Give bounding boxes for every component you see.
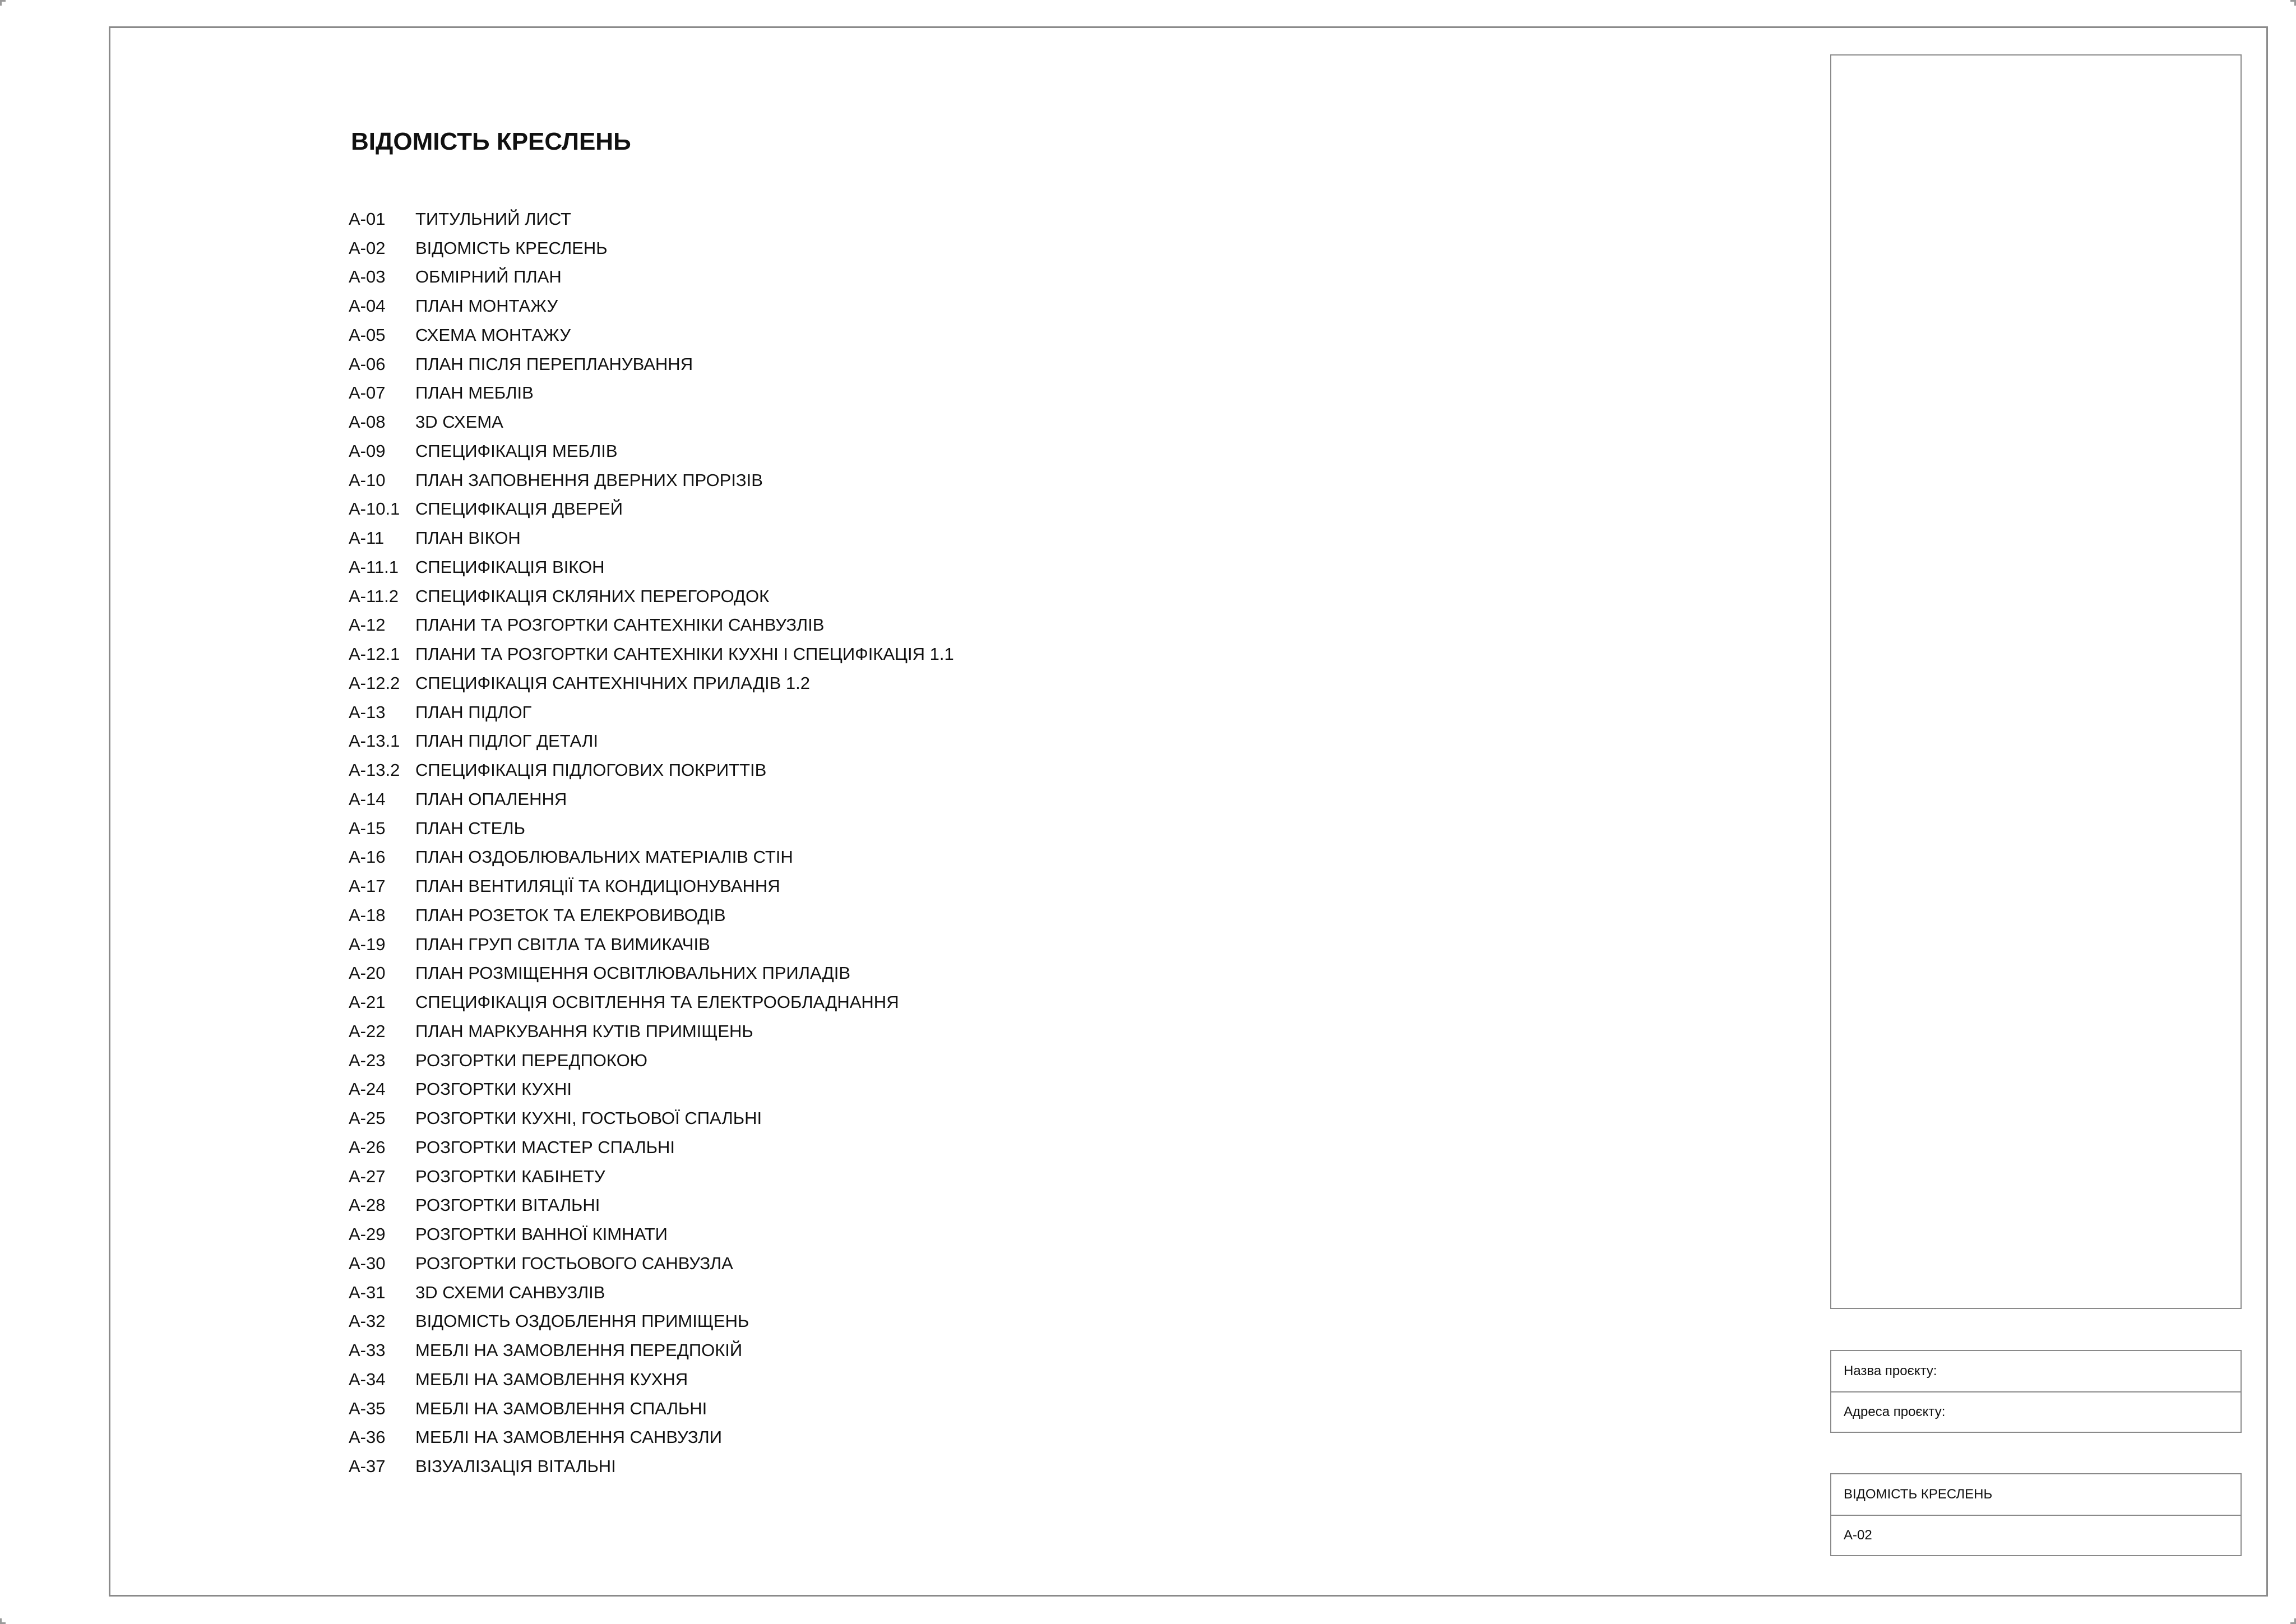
project-address-label: Адреса проєкту: [1831,1391,2241,1432]
drawing-code: А-20 [349,963,386,983]
drawing-name: МЕБЛІ НА ЗАМОВЛЕННЯ СПАЛЬНІ [415,1398,707,1418]
drawing-name: СПЕЦИФІКАЦІЯ СКЛЯНИХ ПЕРЕГОРОДОК [415,586,770,606]
drawing-name: ПЛАН ПІСЛЯ ПЕРЕПЛАНУВАННЯ [415,354,693,374]
drawing-name: ПЛАН ОПАЛЕННЯ [415,789,567,809]
drawing-name: ПЛАН РОЗЕТОК ТА ЕЛЕКРОВИВОДІВ [415,905,726,925]
list-item [349,901,954,930]
drawing-code: А-28 [349,1195,386,1215]
drawing-name: 3D СХЕМА [415,412,503,432]
drawing-name: ПЛАН МАРКУВАННЯ КУТІВ ПРИМІЩЕНЬ [415,1021,753,1041]
list-item [349,814,954,843]
drawing-code: А-06 [349,354,386,374]
list-item [349,437,954,466]
list-item [349,640,954,669]
list-item [349,1191,954,1220]
list-item [349,524,954,553]
sheet-title-cell: ВІДОМІСТЬ КРЕСЛЕНЬ [1844,1487,1993,1502]
drawing-name: РОЗГОРТКИ ВІТАЛЬНІ [415,1195,600,1215]
list-item [349,669,954,698]
drawing-code: А-07 [349,383,386,403]
sheet-info-block [1830,1473,2242,1556]
drawing-name: ПЛАН МЕБЛІВ [415,383,534,403]
drawing-code: А-30 [349,1253,386,1273]
list-item [349,698,954,727]
drawing-code: А-13.1 [349,731,400,751]
drawing-code: А-32 [349,1311,386,1331]
drawing-code: А-11.2 [349,586,399,606]
list-item [349,582,954,611]
drawing-name: РОЗГОРТКИ МАСТЕР СПАЛЬНІ [415,1137,675,1157]
drawing-code: А-17 [349,876,386,896]
drawing-code: А-12.1 [349,644,400,664]
list-item [349,350,954,379]
list-item [349,756,954,785]
list-item [349,321,954,350]
drawing-code: А-27 [349,1166,386,1186]
drawing-code: А-33 [349,1340,386,1361]
drawing-name: ПЛАН ПІДЛОГ ДЕТАЛІ [415,731,598,751]
drawing-code: А-09 [349,441,386,461]
drawing-name: ПЛАН СТЕЛЬ [415,818,525,838]
list-item [349,988,954,1017]
list-item [349,843,954,872]
drawing-code: А-35 [349,1398,386,1418]
drawing-code: А-12.2 [349,673,400,693]
drawing-code: А-29 [349,1224,386,1244]
list-item [349,1104,954,1133]
page-title: ВІДОМІСТЬ КРЕСЛЕНЬ [351,128,631,155]
drawing-code: А-05 [349,325,386,345]
list-item [349,1423,954,1452]
list-item [349,292,954,321]
list-item [349,959,954,988]
drawing-list [349,205,954,1481]
drawing-code: А-26 [349,1137,386,1157]
drawing-code: А-08 [349,412,386,432]
list-item [349,205,954,234]
drawing-name: СХЕМА МОНТАЖУ [415,325,571,345]
drawing-name: РОЗГОРТКИ КАБІНЕТУ [415,1166,605,1186]
drawing-name: ВІДОМІСТЬ ОЗДОБЛЕННЯ ПРИМІЩЕНЬ [415,1311,749,1331]
drawing-name: ПЛАН ЗАПОВНЕННЯ ДВЕРНИХ ПРОРІЗІВ [415,470,763,490]
image-panel [1830,54,2242,1309]
drawing-code: А-02 [349,238,386,258]
list-item [349,379,954,408]
drawing-code: А-13.2 [349,760,400,780]
list-item [349,1336,954,1365]
drawing-code: А-14 [349,789,386,809]
list-item [349,727,954,756]
drawing-code: А-24 [349,1079,386,1099]
drawing-code: А-10 [349,470,386,490]
drawing-code: А-21 [349,992,386,1012]
list-item [349,1452,954,1481]
drawing-code: А-19 [349,934,386,954]
drawing-name: РОЗГОРТКИ ГОСТЬОВОГО САНВУЗЛА [415,1253,733,1273]
drawing-name: ПЛАНИ ТА РОЗГОРТКИ САНТЕХНІКИ КУХНІ І СПЕЦИФІКАЦІЯ 1.1 [415,644,954,664]
list-item [349,263,954,292]
drawing-name: ПЛАН ОЗДОБЛЮВАЛЬНИХ МАТЕРІАЛІВ СТІН [415,847,793,867]
project-info-block [1830,1350,2242,1433]
drawing-code: А-01 [349,209,386,229]
drawing-code: А-11.1 [349,557,399,577]
drawing-code: А-23 [349,1050,386,1070]
list-item [349,495,954,524]
drawing-name: РОЗГОРТКИ КУХНІ, ГОСТЬОВОЇ СПАЛЬНІ [415,1108,762,1128]
drawing-name: МЕБЛІ НА ЗАМОВЛЕННЯ САНВУЗЛИ [415,1427,722,1447]
list-item [349,1075,954,1104]
drawing-name: РОЗГОРТКИ ВАННОЇ КІМНАТИ [415,1224,668,1244]
drawing-name: ПЛАН ВЕНТИЛЯЦІЇ ТА КОНДИЦІОНУВАННЯ [415,876,780,896]
drawing-name: ПЛАН ВІКОН [415,528,521,548]
drawing-name: СПЕЦИФІКАЦІЯ МЕБЛІВ [415,441,618,461]
list-item [349,408,954,437]
drawing-name: 3D СХЕМИ САНВУЗЛІВ [415,1282,605,1302]
drawing-name: ВІДОМІСТЬ КРЕСЛЕНЬ [415,238,608,258]
drawing-code: А-36 [349,1427,386,1447]
drawing-name: ТИТУЛЬНИЙ ЛИСТ [415,209,571,229]
drawing-code: А-22 [349,1021,386,1041]
drawing-name: ОБМІРНИЙ ПЛАН [415,267,562,287]
drawing-name: ВІЗУАЛІЗАЦІЯ ВІТАЛЬНІ [415,1456,616,1477]
list-item [349,1278,954,1307]
drawing-code: А-31 [349,1282,386,1302]
drawing-name: РОЗГОРТКИ КУХНІ [415,1079,572,1099]
list-item [349,1133,954,1162]
drawing-code: А-18 [349,905,386,925]
list-item [349,611,954,640]
drawing-name: ПЛАН РОЗМІЩЕННЯ ОСВІТЛЮВАЛЬНИХ ПРИЛАДІВ [415,963,851,983]
drawing-code: А-37 [349,1456,386,1477]
drawing-code: А-15 [349,818,386,838]
sheet-number-cell: А-02 [1831,1515,2241,1555]
drawing-name: МЕБЛІ НА ЗАМОВЛЕННЯ ПЕРЕДПОКІЙ [415,1340,743,1361]
list-item [349,785,954,814]
drawing-name: ПЛАН ПІДЛОГ [415,702,532,722]
drawing-code: А-16 [349,847,386,867]
drawing-name: СПЕЦИФІКАЦІЯ ДВЕРЕЙ [415,499,623,519]
drawing-name: МЕБЛІ НА ЗАМОВЛЕННЯ КУХНЯ [415,1369,688,1389]
list-item [349,1046,954,1075]
drawing-code: А-04 [349,296,386,316]
list-item [349,553,954,582]
drawing-code: А-25 [349,1108,386,1128]
list-item [349,1249,954,1278]
drawing-name: ПЛАН ГРУП СВІТЛА ТА ВИМИКАЧІВ [415,934,710,954]
drawing-code: А-34 [349,1369,386,1389]
list-item [349,1394,954,1423]
list-item [349,234,954,263]
corner-mark-bottom-left-v [0,1618,2,1624]
drawing-name: СПЕЦИФІКАЦІЯ ПІДЛОГОВИХ ПОКРИТТІВ [415,760,767,780]
list-item [349,1220,954,1249]
drawing-code: А-13 [349,702,386,722]
drawing-name: ПЛАНИ ТА РОЗГОРТКИ САНТЕХНІКИ САНВУЗЛІВ [415,615,825,635]
drawing-code: А-03 [349,267,386,287]
list-item [349,1365,954,1394]
list-item [349,1017,954,1046]
list-item [349,930,954,959]
drawing-name: РОЗГОРТКИ ПЕРЕДПОКОЮ [415,1050,648,1070]
list-item [349,1162,954,1191]
drawing-name: СПЕЦИФІКАЦІЯ САНТЕХНІЧНИХ ПРИЛАДІВ 1.2 [415,673,810,693]
list-item [349,466,954,495]
list-item [349,872,954,901]
list-item [349,1307,954,1336]
drawing-code: А-12 [349,615,386,635]
drawing-name: ПЛАН МОНТАЖУ [415,296,558,316]
project-name-label: Назва проєкту: [1844,1363,1937,1378]
drawing-name: СПЕЦИФІКАЦІЯ ОСВІТЛЕННЯ ТА ЕЛЕКТРООБЛАДНАННЯ [415,992,899,1012]
corner-mark-top-left-v [0,0,2,6]
drawing-name: СПЕЦИФІКАЦІЯ ВІКОН [415,557,605,577]
drawing-code: А-10.1 [349,499,400,519]
drawing-code: А-11 [349,528,385,548]
